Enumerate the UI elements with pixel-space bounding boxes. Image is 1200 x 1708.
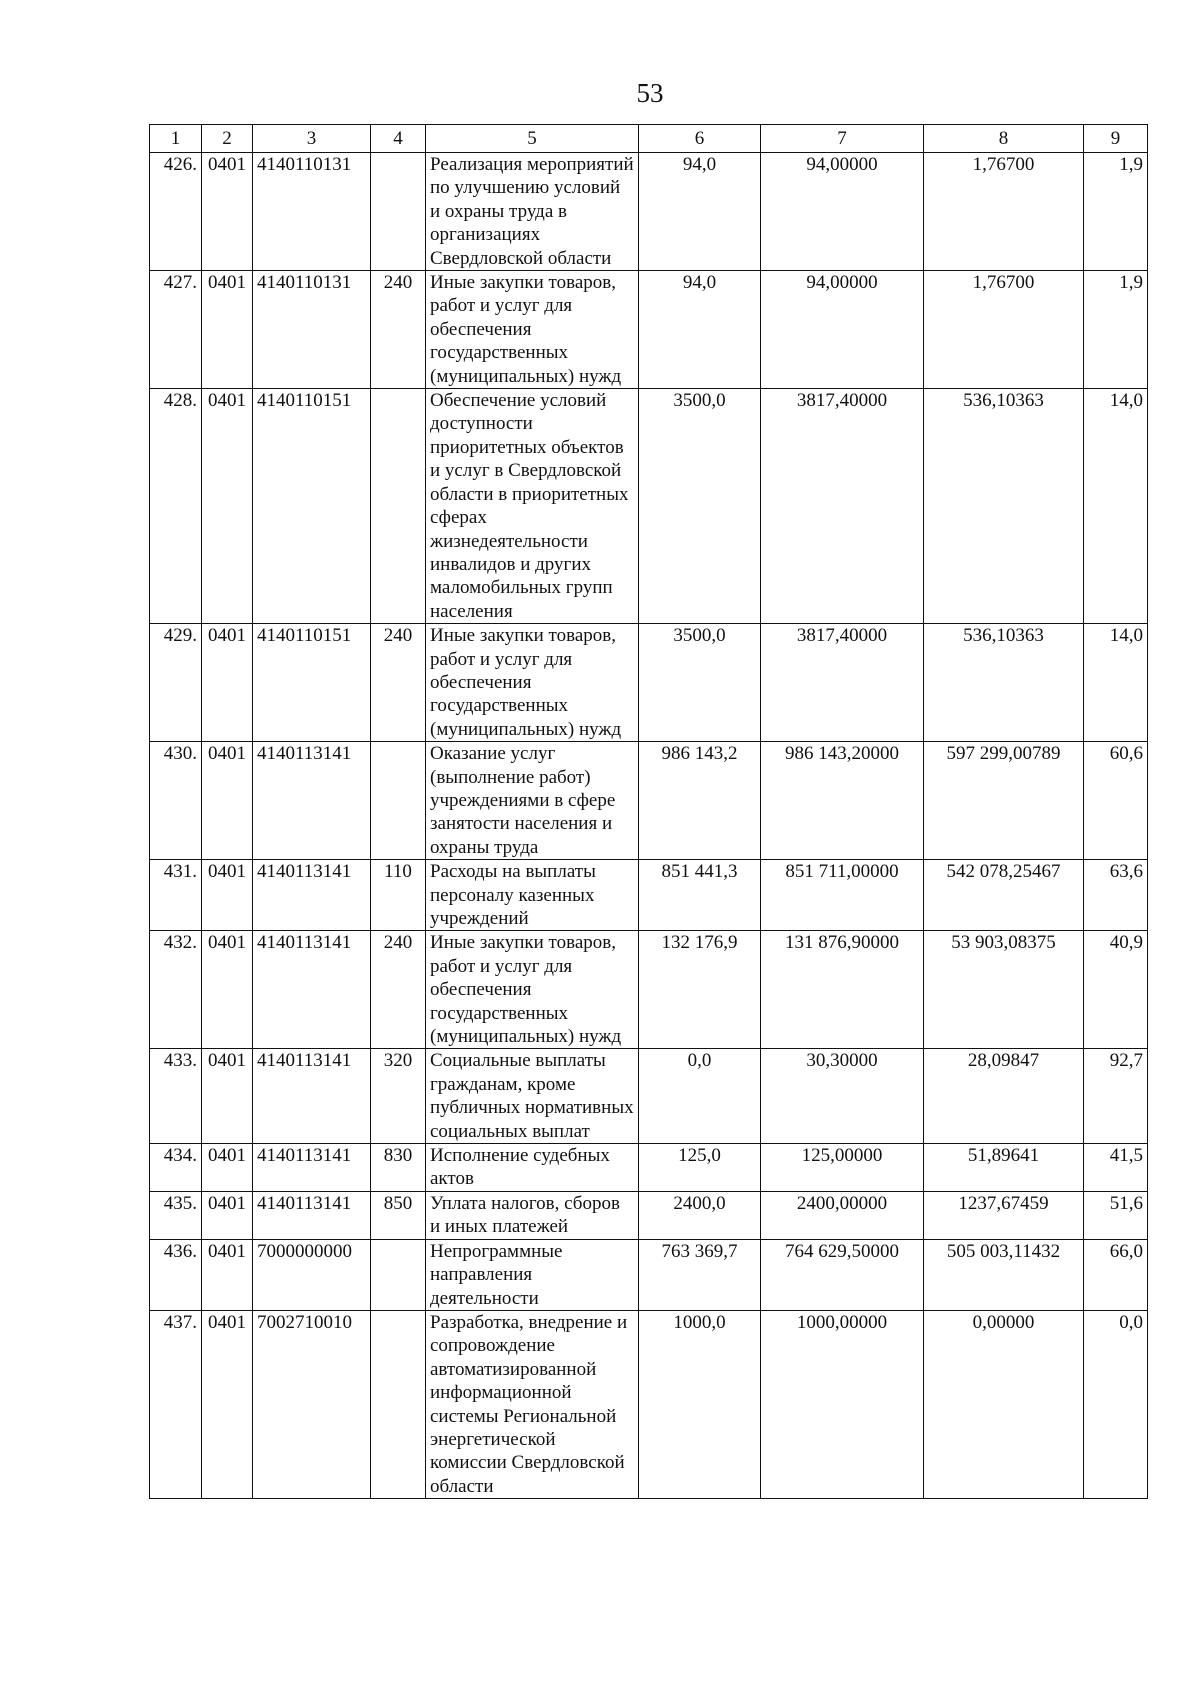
- table-row: [150, 742, 1148, 860]
- target-article-code: 4140113141: [253, 1049, 371, 1144]
- table-row: [150, 1191, 1148, 1239]
- revised-amount: 2400,00000: [761, 1191, 924, 1239]
- approved-amount: 3500,0: [639, 389, 761, 624]
- table-row: [150, 1144, 1148, 1192]
- row-number: 430.: [150, 742, 202, 860]
- row-number: 434.: [150, 1144, 202, 1192]
- column-header: 2: [202, 125, 253, 153]
- section-code: 0401: [202, 1144, 253, 1192]
- item-name: Иные закупки товаров, работ и услуг для обеспечения государственных (муниципальных) нужд: [426, 931, 639, 1049]
- section-code: 0401: [202, 1239, 253, 1310]
- executed-amount: 1,76700: [924, 271, 1084, 389]
- table-row: [150, 1239, 1148, 1310]
- table-row: [150, 931, 1148, 1049]
- row-number: 431.: [150, 860, 202, 931]
- expense-type-code: 320: [371, 1049, 426, 1144]
- target-article-code: 4140110151: [253, 389, 371, 624]
- column-header: 4: [371, 125, 426, 153]
- column-header: 5: [426, 125, 639, 153]
- expense-type-code: 110: [371, 860, 426, 931]
- approved-amount: 3500,0: [639, 624, 761, 742]
- row-number: 436.: [150, 1239, 202, 1310]
- row-number: 428.: [150, 389, 202, 624]
- table-row: [150, 1049, 1148, 1144]
- table-row: [150, 389, 1148, 624]
- execution-percent: 0,0: [1084, 1310, 1148, 1498]
- executed-amount: 51,89641: [924, 1144, 1084, 1192]
- budget-table: [149, 124, 1148, 1499]
- revised-amount: 3817,40000: [761, 624, 924, 742]
- executed-amount: 536,10363: [924, 389, 1084, 624]
- column-header: 3: [253, 125, 371, 153]
- column-header: 7: [761, 125, 924, 153]
- execution-percent: 63,6: [1084, 860, 1148, 931]
- item-name: Иные закупки товаров, работ и услуг для обеспечения государственных (муниципальных) нужд: [426, 624, 639, 742]
- section-code: 0401: [202, 860, 253, 931]
- execution-percent: 1,9: [1084, 271, 1148, 389]
- item-name: Непрограммные направления деятельности: [426, 1239, 639, 1310]
- approved-amount: 0,0: [639, 1049, 761, 1144]
- expense-type-code: 240: [371, 931, 426, 1049]
- section-code: 0401: [202, 742, 253, 860]
- section-code: 0401: [202, 931, 253, 1049]
- row-number: 437.: [150, 1310, 202, 1498]
- section-code: 0401: [202, 389, 253, 624]
- table-row: [150, 624, 1148, 742]
- section-code: 0401: [202, 624, 253, 742]
- executed-amount: 536,10363: [924, 624, 1084, 742]
- column-header: 1: [150, 125, 202, 153]
- executed-amount: 1237,67459: [924, 1191, 1084, 1239]
- execution-percent: 14,0: [1084, 389, 1148, 624]
- row-number: 432.: [150, 931, 202, 1049]
- item-name: Иные закупки товаров, работ и услуг для обеспечения государственных (муниципальных) нужд: [426, 271, 639, 389]
- section-code: 0401: [202, 1191, 253, 1239]
- expense-type-code: [371, 153, 426, 271]
- column-header: 8: [924, 125, 1084, 153]
- expense-type-code: 240: [371, 271, 426, 389]
- row-number: 433.: [150, 1049, 202, 1144]
- approved-amount: 94,0: [639, 153, 761, 271]
- revised-amount: 131 876,90000: [761, 931, 924, 1049]
- item-name: Уплата налогов, сборов и иных платежей: [426, 1191, 639, 1239]
- execution-percent: 66,0: [1084, 1239, 1148, 1310]
- executed-amount: 542 078,25467: [924, 860, 1084, 931]
- header-row: [150, 125, 1148, 153]
- execution-percent: 51,6: [1084, 1191, 1148, 1239]
- approved-amount: 94,0: [639, 271, 761, 389]
- target-article-code: 4140113141: [253, 742, 371, 860]
- expense-type-code: [371, 1239, 426, 1310]
- approved-amount: 986 143,2: [639, 742, 761, 860]
- row-number: 426.: [150, 153, 202, 271]
- target-article-code: 4140113141: [253, 931, 371, 1049]
- executed-amount: 0,00000: [924, 1310, 1084, 1498]
- revised-amount: 94,00000: [761, 271, 924, 389]
- table-row: [150, 153, 1148, 271]
- column-header: 9: [1084, 125, 1148, 153]
- approved-amount: 132 176,9: [639, 931, 761, 1049]
- revised-amount: 1000,00000: [761, 1310, 924, 1498]
- target-article-code: 4140113141: [253, 860, 371, 931]
- revised-amount: 94,00000: [761, 153, 924, 271]
- row-number: 435.: [150, 1191, 202, 1239]
- target-article-code: 4140110151: [253, 624, 371, 742]
- table-row: [150, 860, 1148, 931]
- item-name: Оказание услуг (выполнение работ) учреждениями в сфере занятости населения и охраны труда: [426, 742, 639, 860]
- target-article-code: 4140113141: [253, 1191, 371, 1239]
- item-name: Расходы на выплаты персоналу казенных учреждений: [426, 860, 639, 931]
- target-article-code: 7000000000: [253, 1239, 371, 1310]
- execution-percent: 1,9: [1084, 153, 1148, 271]
- executed-amount: 597 299,00789: [924, 742, 1084, 860]
- revised-amount: 851 711,00000: [761, 860, 924, 931]
- section-code: 0401: [202, 153, 253, 271]
- target-article-code: 4140113141: [253, 1144, 371, 1192]
- target-article-code: 7002710010: [253, 1310, 371, 1498]
- item-name: Исполнение судебных актов: [426, 1144, 639, 1192]
- item-name: Социальные выплаты гражданам, кроме публичных нормативных социальных выплат: [426, 1049, 639, 1144]
- item-name: Реализация мероприятий по улучшению условий и охраны труда в организациях Свердловской области: [426, 153, 639, 271]
- section-code: 0401: [202, 271, 253, 389]
- approved-amount: 125,0: [639, 1144, 761, 1192]
- revised-amount: 3817,40000: [761, 389, 924, 624]
- row-number: 429.: [150, 624, 202, 742]
- execution-percent: 14,0: [1084, 624, 1148, 742]
- item-name: Разработка, внедрение и сопровождение автоматизированной информационной системы Региональной энергетической комиссии Свердловской области: [426, 1310, 639, 1498]
- table-row: [150, 1310, 1148, 1498]
- executed-amount: 1,76700: [924, 153, 1084, 271]
- column-header: 6: [639, 125, 761, 153]
- approved-amount: 1000,0: [639, 1310, 761, 1498]
- row-number: 427.: [150, 271, 202, 389]
- executed-amount: 28,09847: [924, 1049, 1084, 1144]
- revised-amount: 764 629,50000: [761, 1239, 924, 1310]
- expense-type-code: [371, 1310, 426, 1498]
- target-article-code: 4140110131: [253, 271, 371, 389]
- execution-percent: 41,5: [1084, 1144, 1148, 1192]
- expense-type-code: 240: [371, 624, 426, 742]
- revised-amount: 30,30000: [761, 1049, 924, 1144]
- table-row: [150, 271, 1148, 389]
- page-number: 53: [636, 78, 664, 108]
- expense-type-code: 830: [371, 1144, 426, 1192]
- expense-type-code: [371, 742, 426, 860]
- execution-percent: 92,7: [1084, 1049, 1148, 1144]
- executed-amount: 53 903,08375: [924, 931, 1084, 1049]
- section-code: 0401: [202, 1310, 253, 1498]
- revised-amount: 986 143,20000: [761, 742, 924, 860]
- execution-percent: 40,9: [1084, 931, 1148, 1049]
- approved-amount: 851 441,3: [639, 860, 761, 931]
- execution-percent: 60,6: [1084, 742, 1148, 860]
- expense-type-code: [371, 389, 426, 624]
- expense-type-code: 850: [371, 1191, 426, 1239]
- target-article-code: 4140110131: [253, 153, 371, 271]
- section-code: 0401: [202, 1049, 253, 1144]
- executed-amount: 505 003,11432: [924, 1239, 1084, 1310]
- item-name: Обеспечение условий доступности приоритетных объектов и услуг в Свердловской области в приоритетных сферах жизнедеятельности инвалидов и других маломобильных групп населения: [426, 389, 639, 624]
- revised-amount: 125,00000: [761, 1144, 924, 1192]
- approved-amount: 763 369,7: [639, 1239, 761, 1310]
- approved-amount: 2400,0: [639, 1191, 761, 1239]
